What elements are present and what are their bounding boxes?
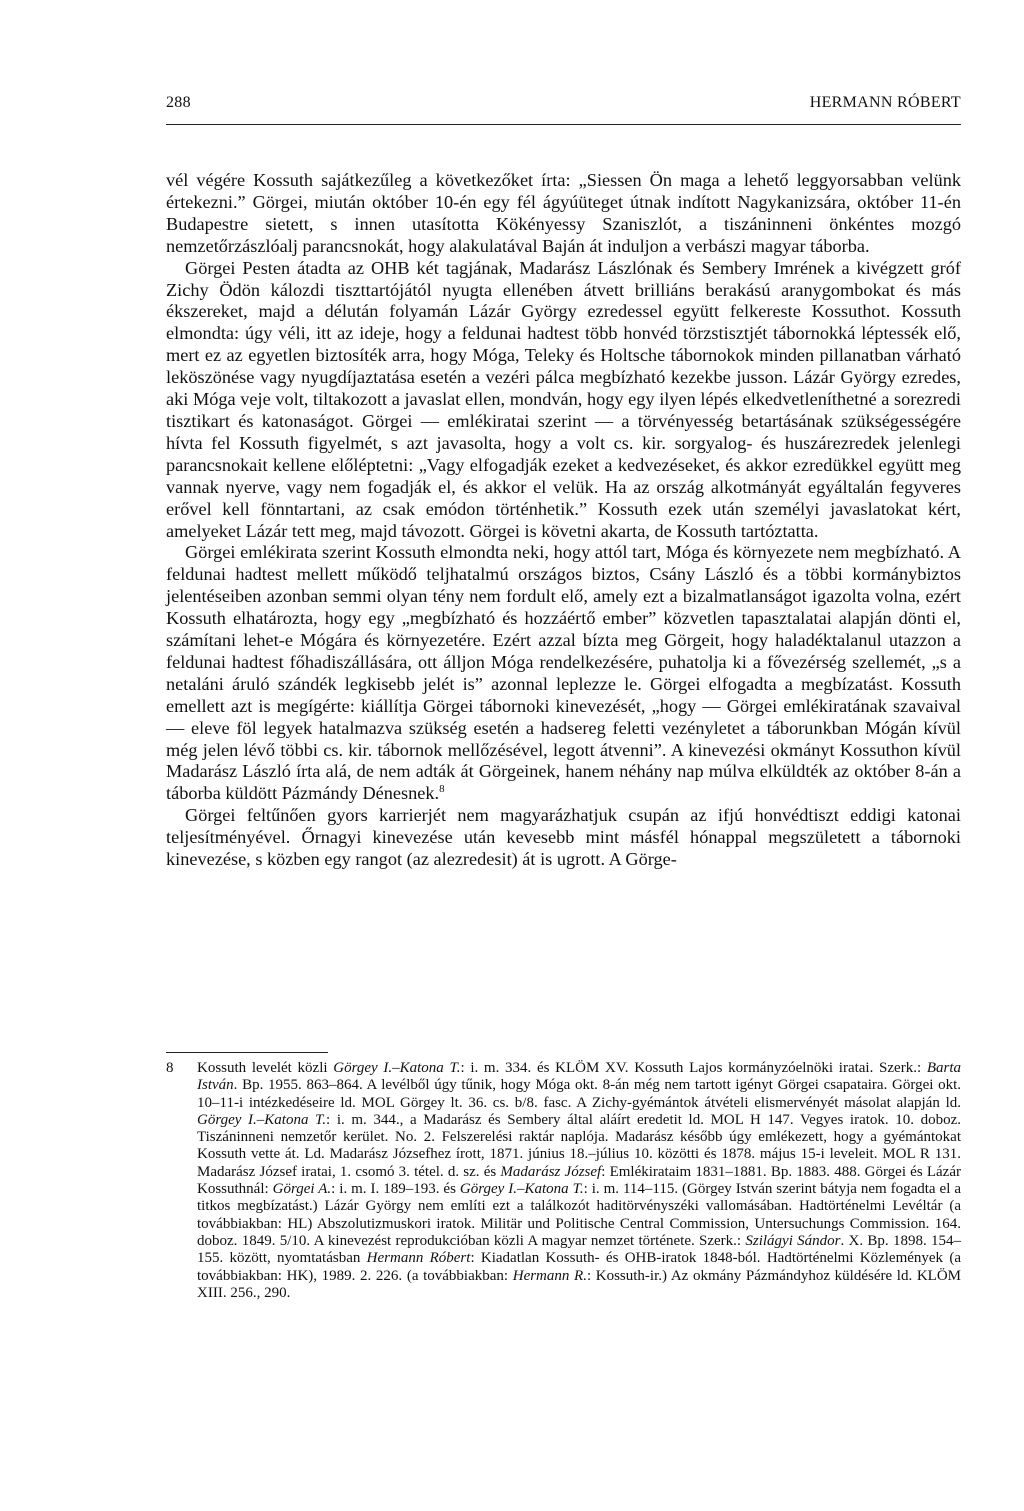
footnote-segment: : Emlékirataim 1831–1881. Bp. 1883. 488. Görgei és Lázár Kossuthnál:: [197, 1163, 961, 1198]
footnote-citation: Görgey I.–Katona T.: [333, 1060, 461, 1076]
page-number: 288: [166, 94, 191, 111]
body-text: [166, 170, 961, 871]
footnote-segment: . X. Bp. 1898. 154–155. között, nyomtatásban: [197, 1232, 961, 1267]
paragraph-2: Görgei Pesten átadta az OHB két tagjának, Madarász Lászlónak és Sembery Imrének a kivégzett gróf Zichy Ödön kálozdi tiszttartójától nyugta ellenében átvett brilliáns berakású aranygombokat és más ékszereket, majd a délután folyamán Lázár György ezredessel együtt felkereste Kossuthot. Kossuth elmondta: úgy véli, itt az ideje, hogy a feldunai hadtest több honvéd törzstisztjét tábornokká léptessék elő, mert ez az egyetlen biztosíték arra, hogy Móga, Teleky és Holtsche tábornokok minden pillanatban várható leköszönése vagy nyugdíjaztatása esetén a vezéri pálca megbízható kezekbe jusson. Lázár György ezredes, aki Móga veje volt, tiltakozott a javaslat ellen, mondván, hogy egy ilyen lépés elkedvetleníthetné a sorezredi tisztikart és katonaságot. Görgei — emlékiratai szerint — a törvényesség betartásának szükségességére hívta fel Kossuth figyelmét, s azt javasolta, hogy a volt cs. kir. sorgyalog- és huszárezredek jelenlegi parancsnokait kellene előléptetni: „Vagy elfogadják ezeket a kedvezéseket, és akkor ezredükkel együtt meg vannak nyerve, vagy nem fogadják el, és akkor el velük. Ha az ország alkotmányát egyáltalán fegyveres erővel kell fönntartani, az csak emódon történhetik.” Kossuth ezek után személyi javaslatokat kért, amelyeket Lázár tett meg, majd távozott. Görgei is követni akarta, de Kossuth tartóztatta.: [166, 257, 961, 541]
running-title: HERMANN RÓBERT: [809, 94, 961, 111]
footnote-segment: : i. m. I. 189–193. és: [331, 1181, 460, 1198]
footnote-citation: Madarász József: [500, 1163, 602, 1180]
footnote-citation: Hermann Róbert: [366, 1250, 471, 1267]
footnote-segment: : i. m. 344., a Madarász és Sembery által aláírt eredetit ld. MOL H 147. Vegyes iratok. 10. doboz. Tiszáninneni nemzetőr kerület. No. 2. Felszerelési raktár naplója. Madarász később úgy emlékezett, hogy a gyémántokat Kossuth vette át. Ld. Madarász Józsefhez írott, 1871. június 18.–július 10. közötti és 1878. május 15-i leveleit. MOL R 131. Madarász József iratai, 1. csomó 3. tétel. d. sz. és: [197, 1111, 962, 1180]
footnote: [166, 1060, 961, 1302]
footnote-segment: : i. m. 114–115. (Görgey István szerint bátyja nem fogadta el a titkos megbízatást.) Lázár György nem említi ezt a találkozót haditörvényszéki vallomásában. Hadtörténelmi Levéltár (a továbbiakban: HL) Abszolutizmuskori iratok. Militär und Politische Central Commission, Untersuchungs Commission. 164. doboz. 1849. 5/10. A kinevezést reprodukcióban közli A magyar nemzet története. Szerk.:: [197, 1181, 961, 1249]
footnote-citation: Görgey I.–Katona T.: [459, 1181, 584, 1198]
footnote-segment: : Kiadatlan Kossuth- és OHB-iratok 1848-ból. Hadtörténelmi Közlemények (a továbbiakban: HK), 1989. 2. 226. (a továbbiakban:: [197, 1250, 961, 1284]
footnote-number: 8: [166, 1060, 174, 1076]
footnote-segment: : i. m. 334. és KLÖM XV. Kossuth Lajos kormányzóelnöki iratai. Szerk.:: [460, 1060, 927, 1076]
footnote-rule: [166, 1052, 328, 1053]
paragraph-3-text: Görgei emlékirata szerint Kossuth elmondta neki, hogy attól tart, Móga és környezete nem megbízható. A feldunai hadtest mellett működő teljhatalmú országos biztos, Csány László és a többi kormánybiztos jelentéseiben azonban semmi olyan tény nem fordult elő, amely ezt a bizalmatlanságot igazolta volna, ezért Kossuth elhatározta, hogy egy „megbízható és hozzáértő ember” közvetlen tapasztalatai alapján dönti el, számítani lehet-e Mógára és környezetére. Ezért azzal bízta meg Görgeit, hogy haladéktalanul utazzon a feldunai hadtest főhadiszállására, ott álljon Móga rendelkezésére, puhatolja ki a fővezérség szellemét, „s a netaláni áruló szándék legkisebb jelét is” azonnal leplezze le. Görgei elfogadta a megbízatást. Kossuth emellett azt is megígérte: kiállítja Görgei tábornoki kinevezését, „hogy — Görgei emlékiratának szavaival — eleve föl legyek hatalmazva szükség esetén a hadsereg feletti vezényletet a táborunkban Mógán kívül még jelen lévő többi cs. kir. tábornok mellőzésével, legott átvenni”. A kinevezési okmányt Kossuthon kívül Madarász László írta alá, de nem adták át Görgeinek, hanem néhány nap múlva elküldték az október 8-án a táborba küldött Pázmándy Dénesnek.: [166, 542, 961, 804]
paragraph-3: [166, 542, 961, 805]
paragraph-1: vél végére Kossuth sajátkezűleg a következőket írta: „Siessen Ön maga a lehető leggyorsabban velünk értekezni.” Görgei, miután október 10-én egy fél ágyúüteget útnak indított Nagykanizsára, október 11-én Budapestre sietett, s innen utasította Kökényessy Szaniszlót, a tiszáninneni önkéntes mozgó nemzetőrzászlóalj parancsnokát, hogy alakulatával Baján át induljon a verbászi magyar táborba.: [166, 170, 961, 256]
paragraph-4: Görgei feltűnően gyors karrierjét nem magyarázhatjuk csupán az ifjú honvédtiszt eddigi katonai teljesítményével. Őrnagyi kinevezése után kevesebb mint másfél hónappal megszületett a tábornoki kinevezése, s közben egy rangot (az alezredesit) át is ugrott. A Görge-: [166, 805, 961, 870]
running-header: [166, 94, 961, 112]
footnote-text: [197, 1060, 961, 1302]
footnote-citation: Szilágyi Sándor: [745, 1232, 841, 1249]
footnote-citation: Görgei A.: [272, 1181, 332, 1198]
header-rule: [166, 124, 961, 125]
footnote-citation: Görgey I.–Katona T.: [197, 1111, 327, 1128]
footnote-segment: . Bp. 1955. 863–864. A levélből úgy tűnik, hogy Móga okt. 8-án még nem tartott igényt Görgei csapataira. Görgei okt. 10–11-i intézkedéseire ld. MOL Görgey lt. 36. cs. b/8. fasc. A Zichy-gyémántok átvételi elismervényét másolat alapján ld.: [197, 1077, 961, 1111]
footnote-citation: Barta István: [197, 1060, 961, 1094]
footnote-citation: Hermann R.: [512, 1267, 587, 1284]
footnote-reference: 8: [439, 783, 445, 796]
footnote-segment: Kossuth levelét közli: [197, 1060, 334, 1076]
footnote-segment: : Kossuth-ir.) Az okmány Pázmándyhoz küldésére ld. KLÖM XIII. 256., 290.: [197, 1267, 962, 1301]
